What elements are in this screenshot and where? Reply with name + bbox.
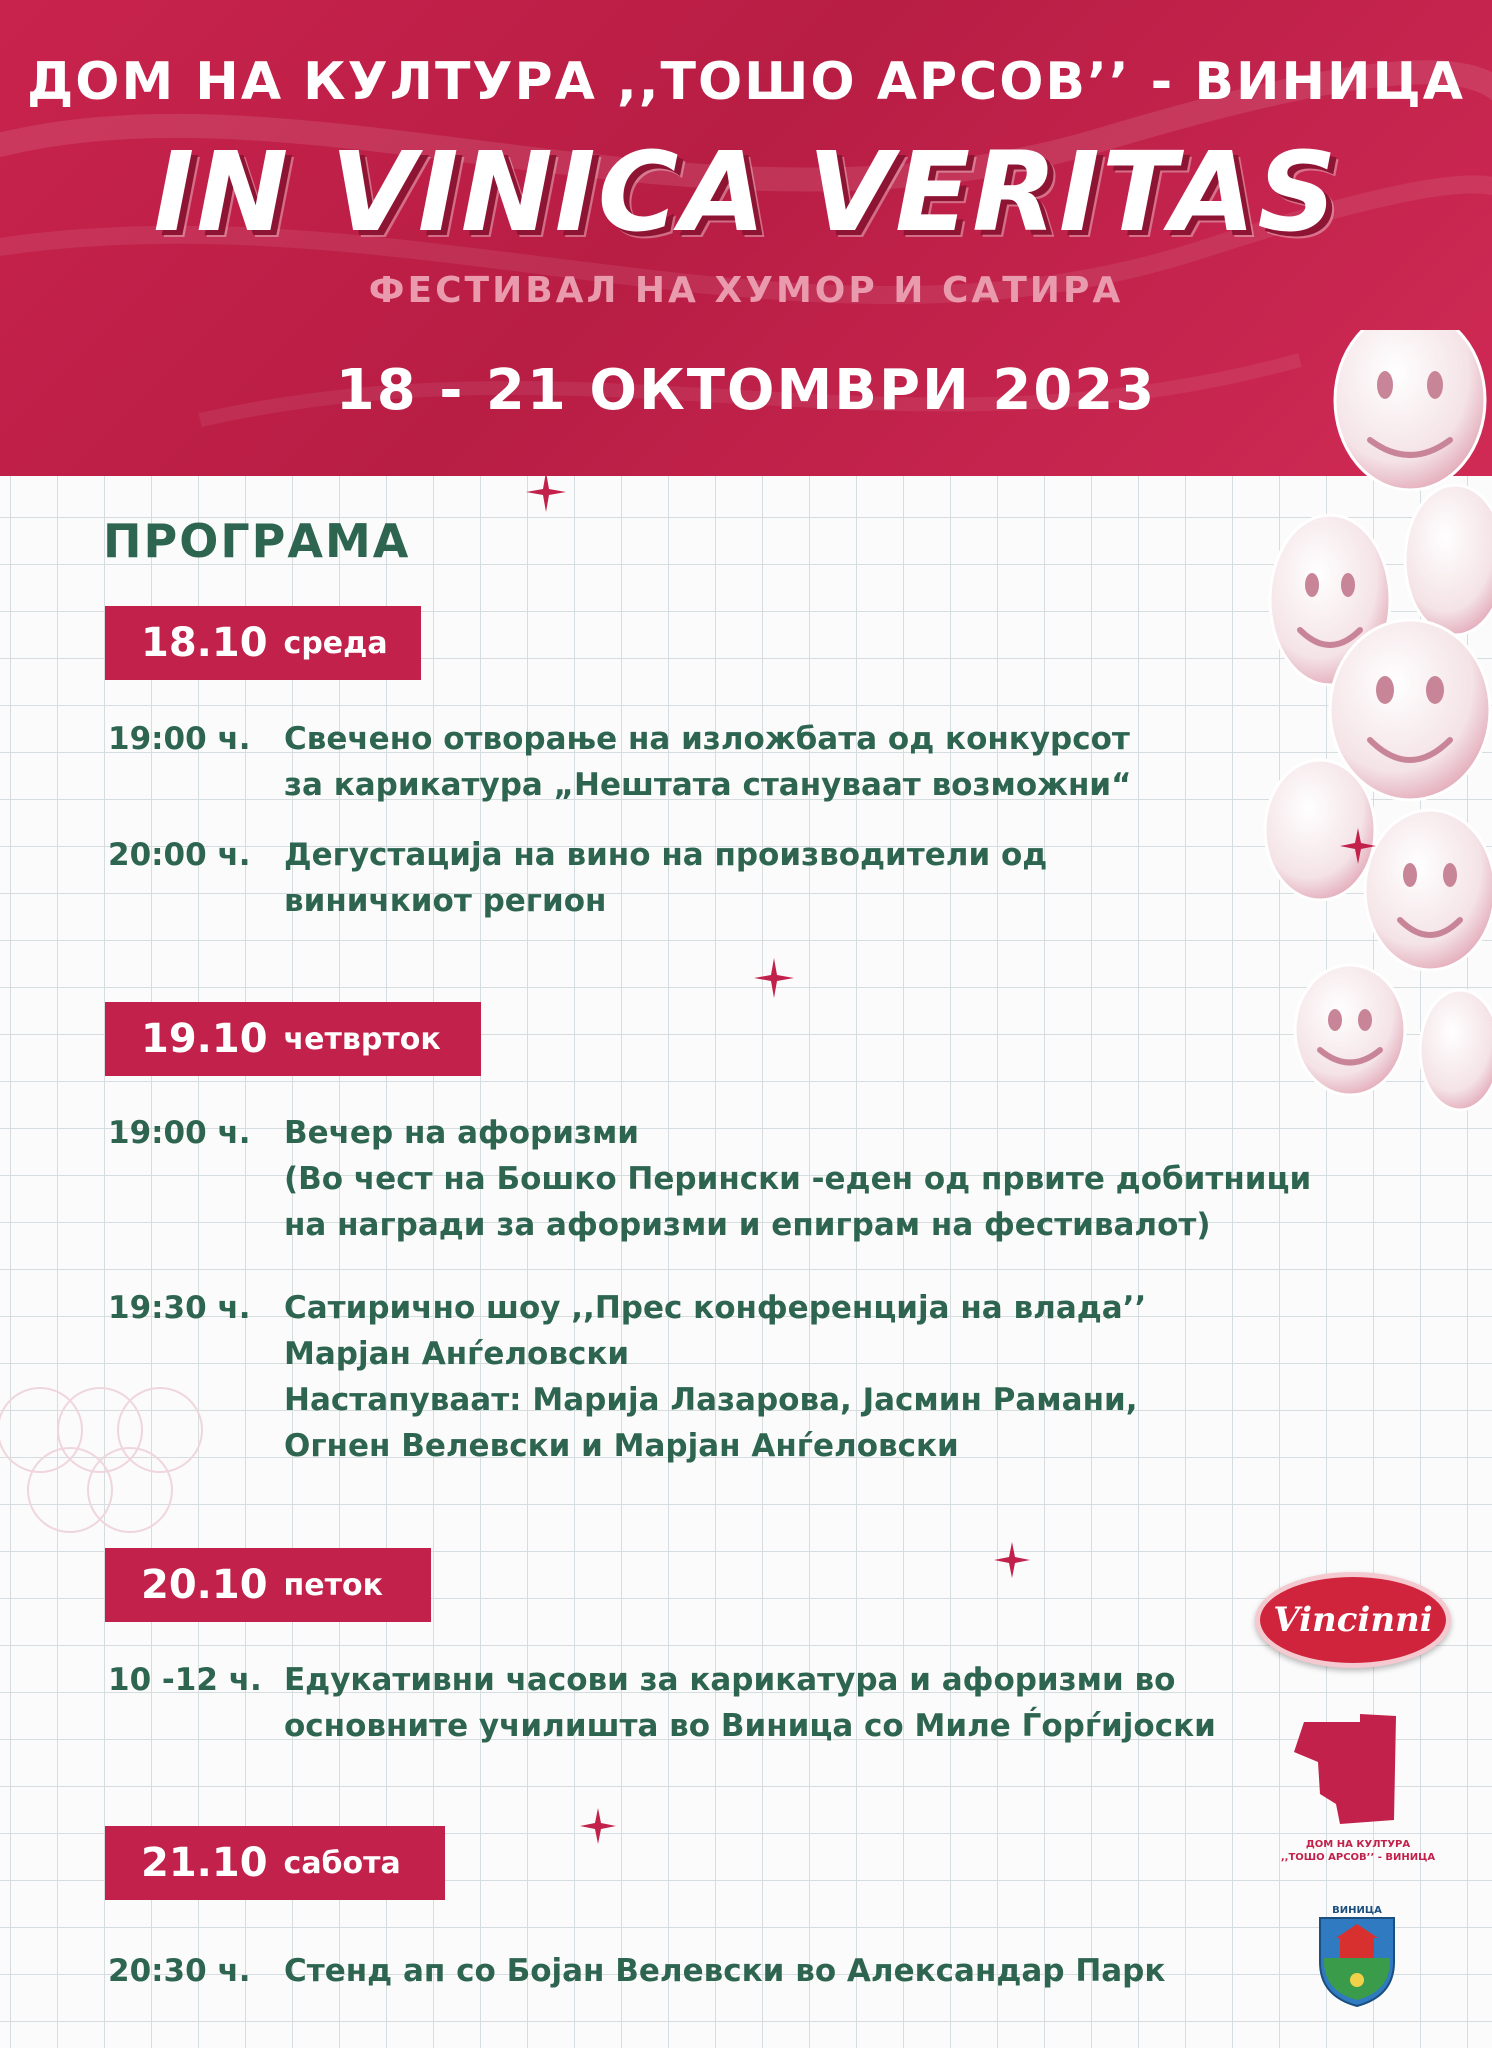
house-of-culture-text <box>1268 1838 1448 1864</box>
day-weekday: петок <box>283 1567 383 1603</box>
day-date: 20.10 <box>141 1562 268 1608</box>
day-date: 18.10 <box>141 620 268 666</box>
event-line: основните училишта во Виница со Миле Ѓорѓијоски <box>284 1708 1216 1744</box>
day-label-18-10 <box>105 606 421 680</box>
event-description <box>284 1110 1311 1248</box>
ghost-faces-decoration <box>1260 330 1492 1150</box>
festival-title: IN VINICA VERITAS <box>153 128 1339 256</box>
event-description <box>284 716 1132 808</box>
event-item <box>108 832 1047 924</box>
event-description <box>284 1948 1165 1994</box>
sparkle-icon <box>580 1808 616 1844</box>
event-line: Стенд ап со Бојан Велевски во Александар Парк <box>284 1953 1166 1989</box>
event-line: Сатирично шоу ,,Прес конференција на влада’’ <box>284 1290 1147 1326</box>
event-item <box>108 1657 1216 1749</box>
sparkle-icon <box>754 958 794 998</box>
event-description <box>284 1657 1216 1749</box>
event-time: 10 -12 ч. <box>108 1662 262 1698</box>
vinica-crest <box>1312 1900 1402 2010</box>
event-line: виничкиот регион <box>284 883 607 919</box>
event-time: 19:30 ч. <box>108 1290 251 1326</box>
event-line: Марјан Анѓеловски <box>284 1336 630 1372</box>
program-heading: ПРОГРАМА <box>103 514 411 568</box>
event-time: 19:00 ч. <box>108 721 251 757</box>
event-line: Дегустација на вино на производители од <box>284 837 1048 873</box>
day-date: 19.10 <box>141 1016 268 1062</box>
day-label-20-10 <box>105 1548 431 1622</box>
sparkle-icon <box>994 1542 1030 1578</box>
vincinni-logo: Vincinni <box>1255 1572 1451 1668</box>
event-item <box>108 1948 1165 1994</box>
day-weekday: среда <box>283 625 388 661</box>
day-date: 21.10 <box>141 1840 268 1886</box>
event-time: 20:00 ч. <box>108 837 251 873</box>
festival-subtitle: ФЕСТИВАЛ НА ХУМОР И САТИРА <box>368 270 1124 311</box>
crest-text: ВИНИЦА <box>1332 1905 1382 1916</box>
day-weekday: четврток <box>283 1021 441 1057</box>
event-line: Настапуваат: Марија Лазарова, Јасмин Рамани, <box>284 1382 1138 1418</box>
venue-title: ДОМ НА КУЛТУРА ,,ТОШО АРСОВ’’ - ВИНИЦА <box>26 52 1466 112</box>
festival-dates: 18 - 21 ОКТОМВРИ 2023 <box>335 358 1157 423</box>
event-line: Едукативни часови за карикатура и афоризми во <box>284 1662 1176 1698</box>
event-item <box>108 1285 1146 1469</box>
day-label-19-10 <box>105 1002 481 1076</box>
event-line: (Во чест на Бошко Перински -еден од првите добитници <box>284 1161 1312 1197</box>
event-description <box>284 1285 1146 1469</box>
event-line: Свечено отворање на изложбата од конкурсот <box>284 721 1130 757</box>
event-time: 20:30 ч. <box>108 1953 251 1989</box>
day-weekday: сабота <box>283 1845 401 1881</box>
day-label-21-10 <box>105 1826 445 1900</box>
sparkle-icon <box>1340 828 1376 864</box>
event-item <box>108 716 1132 808</box>
house-of-culture-logo <box>1290 1712 1400 1832</box>
event-line: Огнен Велевски и Марјан Анѓеловски <box>284 1428 959 1464</box>
event-line: на награди за афоризми и епиграм на фестивалот) <box>284 1207 1211 1243</box>
event-line: Вечер на афоризми <box>284 1115 640 1151</box>
house-line: ДОМ НА КУЛТУРА <box>1305 1839 1411 1850</box>
event-description <box>284 832 1047 924</box>
event-item <box>108 1110 1311 1248</box>
sparkle-icon <box>526 472 566 512</box>
house-line: ,,ТОШО АРСОВ’’ - ВИНИЦА <box>1280 1852 1436 1863</box>
event-line: за карикатура „Нештата стануваат возможни“ <box>284 767 1132 803</box>
event-time: 19:00 ч. <box>108 1115 251 1151</box>
